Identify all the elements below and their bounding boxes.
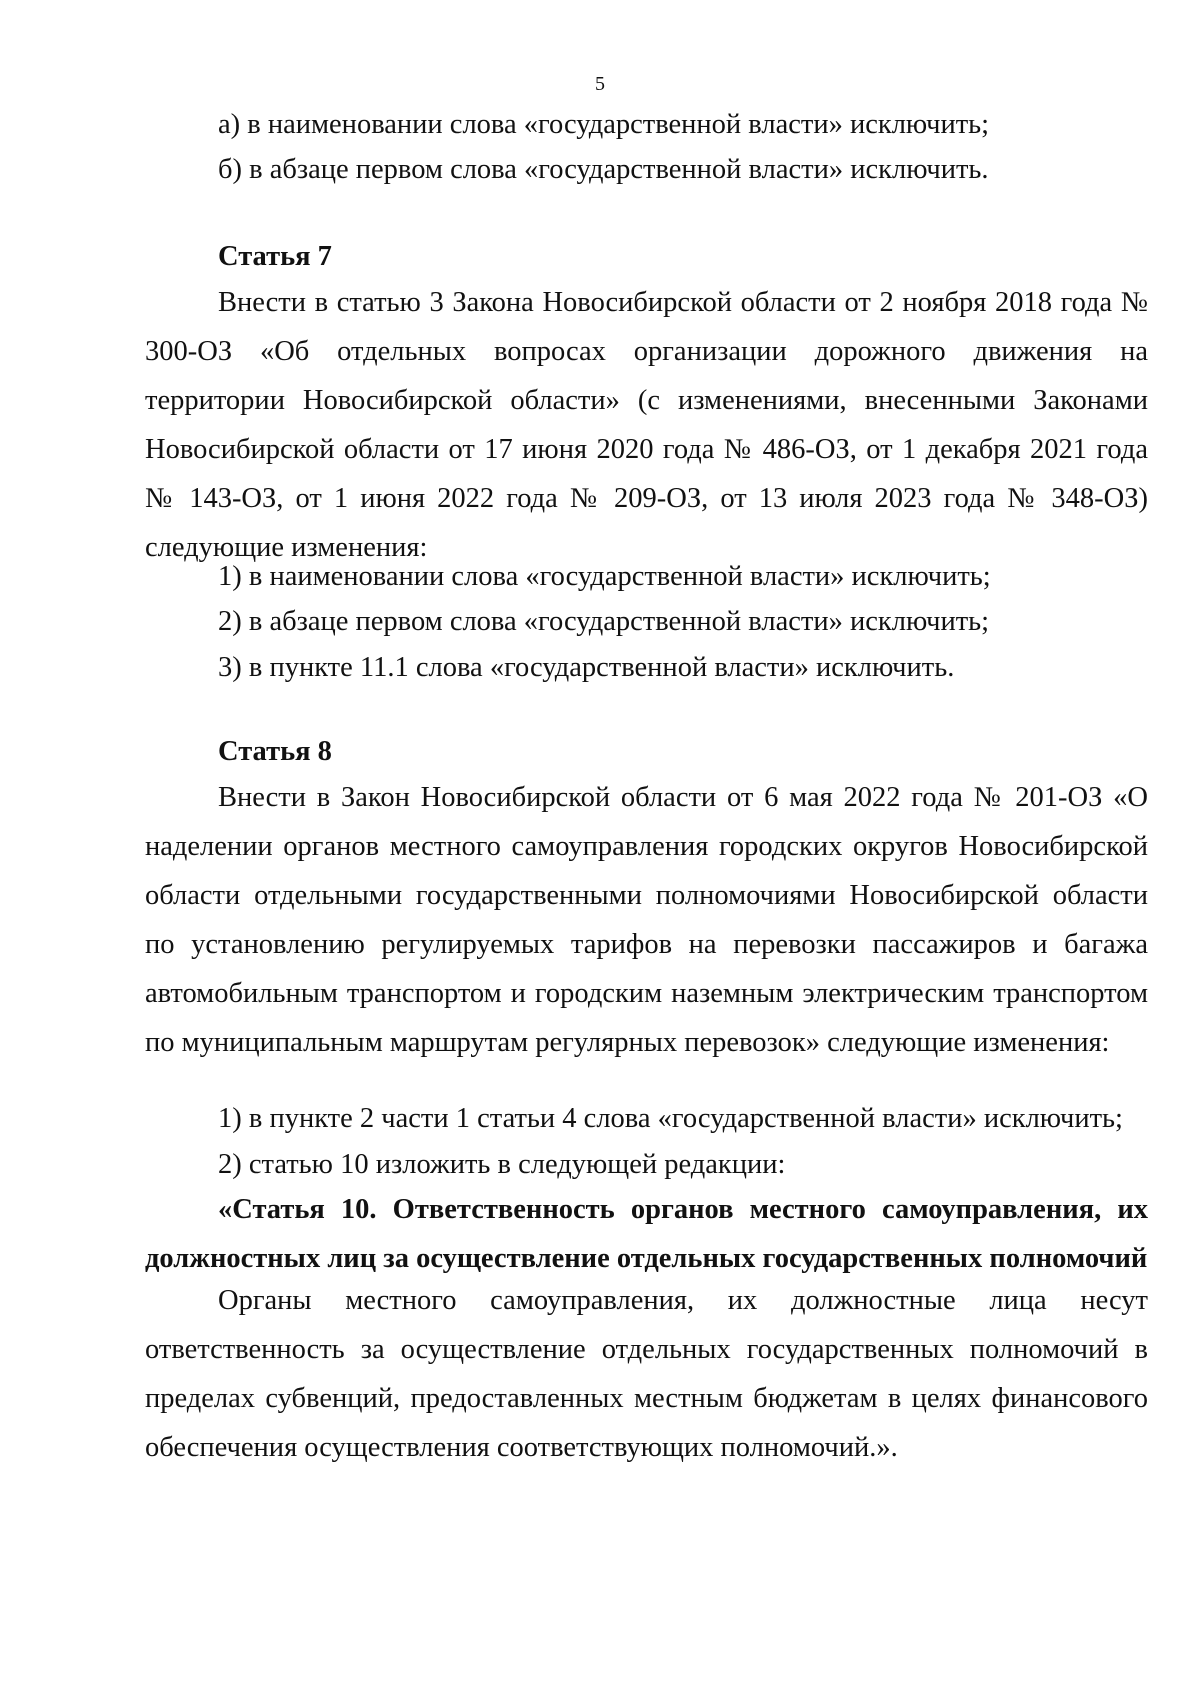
article-7-heading: Статья 7 — [218, 241, 332, 272]
page-number: 5 — [595, 73, 605, 95]
article-7-item-2: 2) в абзаце первом слова «государственной власти» исключить; — [218, 606, 990, 637]
article-7-item-3: 3) в пункте 11.1 слова «государственной власти» исключить. — [218, 652, 955, 683]
article-8-item-1: 1) в пункте 2 части 1 статьи 4 слова «государственной власти» исключить; — [218, 1103, 1123, 1134]
new-article-10-title: «Статья 10. Ответственность органов местного самоуправления, их должностных лиц за осуществление отдельных государственных полномочий — [145, 1194, 1148, 1274]
article-7-body: Внести в статью 3 Закона Новосибирской области от 2 ноября 2018 года № 300-ОЗ «Об отдельных вопросах организации дорожного движения на территории Новосибирской области» (с изменениями, внесенными Законами Новосибирской области от 17 июня 2020 года № 486-ОЗ, от 1 декабря 2021 года № 143-ОЗ, от 1 июня 2022 года № 209-ОЗ, от 13 июля 2023 года № 348-ОЗ) следующие изменения: — [145, 287, 1148, 563]
article-8-body: Внести в Закон Новосибирской области от 6 мая 2022 года № 201-ОЗ «О наделении органов местного самоуправления городских округов Новосибирской области отдельными государственными полномочиями Новосибирской области по установлению регулируемых тарифов на перевозки пассажиров и багажа автомобильным транспортом и городским наземным электрическим транспортом по муниципальным маршрутам регулярных перевозок» следующие изменения: — [145, 782, 1148, 1058]
new-article-10-body: Органы местного самоуправления, их должностные лица несут ответственность за осуществление отдельных государственных полномочий в пределах субвенций, предоставленных местным бюджетам в целях финансового обеспечения осуществления соответствующих полномочий.». — [145, 1285, 1148, 1463]
article-8-heading: Статья 8 — [218, 736, 332, 767]
intro-item-b: б) в абзаце первом слова «государственной власти» исключить. — [218, 154, 989, 185]
article-8-item-2: 2) статью 10 изложить в следующей редакции: — [218, 1149, 786, 1180]
article-7-item-1: 1) в наименовании слова «государственной власти» исключить; — [218, 561, 991, 592]
intro-item-a: а) в наименовании слова «государственной власти» исключить; — [218, 109, 990, 140]
